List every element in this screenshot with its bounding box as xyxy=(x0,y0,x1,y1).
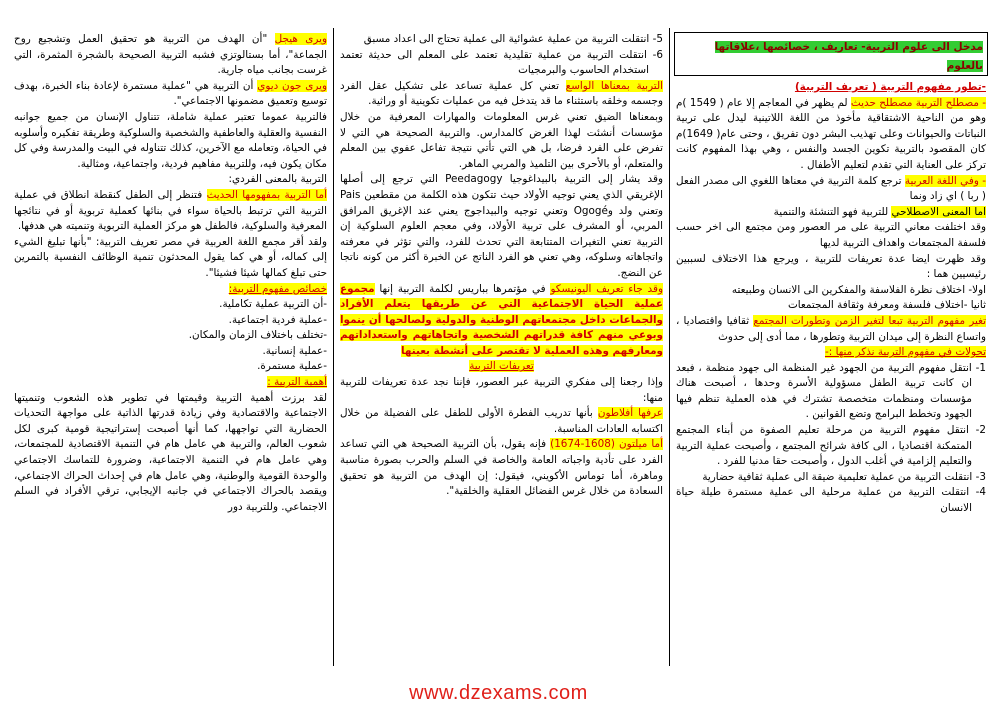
paragraph-concept-change: تغير مفهوم التربية تبعا لتغير الزمن وتطورات المجتمع ثقافيا واقتصاديا ، واتساع النظرة إلى ميدان التربية وتطورها ، مما أدى إلى حدوث xyxy=(676,314,986,343)
paragraph-two-reasons: وقد ظهرت ايضا عدة تعريفات للتربية ، ويرجع هذا الاختلاف لسببين رئيسيين هما : xyxy=(676,252,986,281)
transformation-item-5: 5- انتقلت التربية من عملية عشوائية الى عملية تحتاج الى اعداد مسبق xyxy=(363,33,663,45)
characteristic-item: -عملية مستمرة. xyxy=(257,360,327,373)
heading-importance: أهمية التربية : xyxy=(267,376,327,389)
paragraph-meaning-variation: وقد اختلفت معاني التربية على مر العصور ومن مجتمع الى اخر حسب فلسفة المجتمعات واهداف التربية لديها xyxy=(676,221,986,249)
paragraph-arabic-meaning: - وفي اللغة العربية ترجع كلمة التربية في معناها اللغوي الى مصدر الفعل ( ربا ) اي زاد ونما xyxy=(676,174,986,203)
paragraph-pedagogy: وقد يشار إلى التربية بالبيداغوجيا Peedagogy التي ترجع إلى أصلها الإغريقي الذي يعني توجيه الأولاد حيث تتكون هذه الكلمة من مقطعين Pais وتعني ولد وOgogé وتعني توجيه والبيداجوج يعني عند الإغريق المرافق المربي، أو المشرف على تربية الأولاد، وفي معجم العلوم السلوكية إن التربية تعني التغيرات المتتابعة التي تحدث للفرد، والتي تؤثر في معرفته واتجاهاته وسلوكه، وهي تعني هو الفرد الناتج عن الخبرة أكثر من كونه ناتجا عن النضج. xyxy=(340,173,663,279)
transformation-item-1: 1- انتقل مفهوم التربية من الجهود غير المنظمة الى جهود منظمة ، فبعد ان كانت تربية الطفل مسؤولية الأسرة وحدها ، أصبحت هناك مؤسسات ومنظمات متخصصة تشترك في هذه العملية تنظم فيها الجهود وتخطط البرامج وتضع القوانين . xyxy=(676,361,986,421)
paragraph-comprehensive: فالتربية عموما تعتبر عملية شاملة، تتناول الإنسان من جميع جوانبه النفسية والعقلية والعاطفية والشخصية والسلوكية وطريقة تفكيره وأسلوبه في الحياة، وتعامله مع الآخرين، كذلك تتناوله في البيت والمدرسة وفي كل مكان يكون فيه، وللتربية مفاهيم فردية، واجتماعية، ومثالية. xyxy=(14,110,327,170)
paragraph-milton: أما ميلتون (1608-1674) فإنه يقول، بأن التربية الصحيحة هي التي تساعد الفرد على تأدية واجباته العامة والخاصة في السلم والحرب بصورة مناسبة وماهرة، أما توماس الأكويني، فيقول: إن الهدف من التربية هو تحقيق السعادة من خلال غرس الفضائل العقلية والخلقية". xyxy=(340,438,663,498)
paragraph-unesco: وقد جاء تعريف اليونيسكو في مؤتمرها بباريس لكلمة التربية إنها مجموع عملية الحياة الاجتماعية التي عن طريقها يتعلم الأفراد والجماعات داخل مجتمعاتهم الوطنية والدولية ولصالحها أن ينموا وبوعي منهم كافة قدراتهم الشخصية واتجاهاتهم واستعداداتهم ومعارفهم وهذه العملية لا تقتصر على أنشطة بعينها xyxy=(340,282,663,357)
column-left xyxy=(8,28,333,666)
paragraph-hegel: ويرى هيجل "أن الهدف من التربية هو تحقيق العمل وتشجيع روح الجماعة"، أما بستالوتزي فشبه التربية الصحيحة بالشجرة المثمرة، التي غرست بجانب مياه جارية. xyxy=(14,33,327,77)
heading-transformations: تحولات في مفهوم التربية نذكر منها :- xyxy=(825,346,986,359)
paragraph-thinkers: وإذا رجعنا إلى مفكري التربية عبر العصور، فإننا نجد عدة تعريفات للتربية منها: xyxy=(340,376,663,404)
paragraph-importance: لقد برزت أهمية التربية وقيمتها في تطوير هذه الشعوب وتنميتها الاجتماعية والاقتصادية وفي زيادة قدرتها الذاتية على مواجهة التحديات الحضارية التي تواجهها، كما أنها أصبحت إستراتيجية قومية كبرى لكل شعوب العالم، والتربية هي عامل هام في التنمية الاقتصادية للمجتمعات، وهي عامل هام في التنمية الاجتماعية، وضرورة للتماسك الاجتماعي والوحدة القومية والوطنية، وهي عامل هام في إحداث الحراك الاجتماعي، ويقصد بالحراك الاجتماعي في جانبه الإيجابي، ترقي الأفراد في السلم الاجتماعي. وللتربية دور xyxy=(14,391,327,513)
characteristic-item: -تختلف باختلاف الزمان والمكان. xyxy=(188,329,327,342)
paragraph-narrow-meaning: وبمعناها الضيق تعني غرس المعلومات والمهارات المعرفية من خلال مؤسسات أنشئت لهذا الغرض كالمدارس. والتربية الصحيحة هي التي لا تفرض على الفرد فرضا، بل هي التي تأتي نتيجة تفاعل عفوي بين المعلم والمتعلم، أو بالأحرى بين التلميذ والمربي الماهر. xyxy=(340,110,663,170)
paragraph-technical-meaning: اما المعنى الاصطلاحي للتربية فهو التنشئة والتنمية xyxy=(773,205,986,218)
document-sheet xyxy=(8,28,992,666)
footer-website: www.dzexams.com xyxy=(409,682,588,704)
document-title-box xyxy=(674,32,988,76)
column-right xyxy=(670,28,992,666)
label-individual-meaning: التربية بالمعنى الفردي: xyxy=(228,173,327,186)
transformation-item-6: 6- انتقلت التربية من عملية تقليدية تعتمد على المعلم الى حديثة تعتمد استخدام الحاسوب والبرمجيات xyxy=(340,48,663,77)
column-middle xyxy=(333,28,670,666)
transformation-item-2: 2- انتقل مفهوم التربية من مرحلة تعليم الصفوة من أبناء المجتمع المتمكنة اقتصاديا ، الى كافة شرائح المجتمع ، وأصبحت عملية التربية والتعليم إلزامية في أغلب الدول ، وأصبحت حقا مدنيا للفرد . xyxy=(676,424,986,468)
reason-second: ثانيا -اختلاف فلسفة ومعرفة وثقافة المجتمعات xyxy=(787,299,986,312)
paragraph-dewey: ويرى جون ديوي أن التربية هي "عملية مستمرة لإعادة بناء الخبرة، بهدف توسيع وتعميق مضمونها الاجتماعي". xyxy=(14,79,327,108)
heading-definition: -تطور مفهوم التربية ( تعريف التربية) xyxy=(794,81,986,93)
paragraph-academy-definition: ولقد أقر مجمع اللغة العربية في مصر تعريف التربية: "بأنها تبليغ الشيء إلى كماله، أو هي كما يقول المحدثون تنمية الوظائف النفسية بالتمرين حتى تبلغ كمالها شيئا فشيئا". xyxy=(14,235,327,279)
characteristic-item: -عملية إنسانية. xyxy=(262,344,327,357)
heading-characteristics: خصائص مفهوم التربية: xyxy=(228,282,327,295)
heading-definitions: تعريفات التربية xyxy=(469,360,534,373)
characteristic-item: -عملية فردية اجتماعية. xyxy=(228,313,327,326)
transformation-item-3: 3- انتقلت التربية من عملية تعليمية ضيقة الى عملية ثقافية حضارية xyxy=(702,470,986,483)
paragraph-broad-meaning: التربية بمعناها الواسع تعني كل عملية تساعد على تشكيل عقل الفرد وجسمه وخلقه باستثناء ما قد يتدخل فيه من عمليات تكوينية أو وراثية. xyxy=(340,79,663,108)
paragraph-term-origin: - مصطلح التربية مصطلح حديث لم يظهر في المعاجم إلا عام ( 1549 )م وهو من الناحية الاشتقاقية مأخوذ من اللغة اللاتينية ليدل على تربية النباتات والحيوانات وعلى تهذيب البشر دون تفريق ، وحتى عام( 1649)م كان المقصود بالتربية تكوين الجسد والنفس ، وهي بهذا المفهوم كانت تركز على العناية التي تقدم لتعليم الأطفال . xyxy=(676,96,986,171)
characteristic-item: -أن التربية عملية تكاملية. xyxy=(219,298,327,311)
transformation-item-4: 4- انتقلت التربية من عملية مرحلية الى عملية مستمرة طيلة حياة الانسان xyxy=(676,486,986,515)
reason-first: اولا- اختلاف نظرة الفلاسفة والمفكرين الى الانسان وطبيعته xyxy=(731,283,986,296)
paragraph-plato: عرفها أفلاطون بأنها تدريب الفطرة الأولى للطفل على الفضيلة من خلال اكتسابه العادات المناسبة. xyxy=(340,407,664,435)
paragraph-modern-concept: أما التربية بمفهومها الحديث فتنظر إلى الطفل كنقطة انطلاق في عملية التربية التي ترتبط بالحياة سواء في بنائها كعملية تربوية أو في نتائجها المعرفية والسلوكية، فالطفل هو مركز العملية التربوية وتنميته هي هدفها. xyxy=(14,188,327,233)
document-title: مدخل الى علوم التربية- تعاريف ، خصائصها ،علاقاتها بالعلوم xyxy=(714,41,983,72)
